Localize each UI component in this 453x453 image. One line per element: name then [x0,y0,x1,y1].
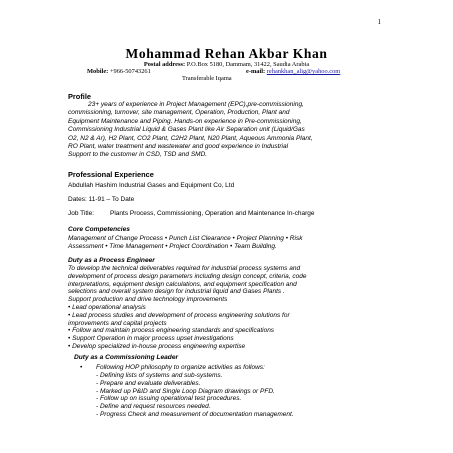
list-item: - Define and request resources needed. [96,403,211,411]
job-title-value: Plants Process, Commissioning, Operation and Maintenance In-charge [110,210,315,217]
duty-line: selections and overall system design for industrial liquid and Gases Plants . [68,288,285,296]
duty-line: • Lead operational analysis [68,303,146,311]
list-item: - Prepare and evaluate deliverables. [96,379,201,387]
page-number: 1 [377,18,381,26]
duty-line: • Support Operation in major process upset investigations [68,335,234,343]
mobile-value: +966-50743261 [109,68,151,75]
competencies-line: Management of Change Process • Punch List Clearance • Project Planning • Risk [68,235,303,242]
profile-line: commissioning, turnover, site management, Operation, Production, Plant and [68,109,290,117]
company-name: Abdullah Hashim Industrial Gases and Equipment Co, Ltd [68,182,235,189]
competencies-body [68,235,388,252]
profile-line: 23+ years of experience in Project Management (EPC),pre-commissioning, [88,101,304,108]
postal-value: P.O.Box 5180, Dammam, 31422, Saudia Arabia [186,61,310,68]
profile-line: Commissioning Industrial Liquid & Gases Plant like Air Separation unit (Liquid/Gas [68,126,305,134]
process-engineer-heading: Duty as a Process Engineer [68,257,155,264]
competencies-heading: Core Competencies [68,226,130,233]
competencies-line: Assessment • Time Management • Project Coordination • Team Building. [68,243,277,251]
list-item: - Defining lists of systems and sub-systems. [96,372,223,379]
duty-line: To develop the technical deliverables required for industrial process systems and [68,265,301,272]
duty-line: • Follow and maintain process engineering standards and specifications [68,327,275,335]
duty-line: Support production and drive technology improvements [68,296,228,304]
profile-heading: Profile [68,92,91,101]
profile-body [68,101,388,160]
profile-line: Equipment Maintenance and Piping. Hands-on experience in Pre-commissioning, [68,117,302,125]
commissioning-intro: Following HOP philosophy to organize activities as follows: [96,364,265,371]
experience-heading: Professional Experience [68,170,154,179]
duty-line: development of process design parameters including design concept, criteria, code [68,272,307,280]
commissioning-list [96,372,396,419]
commissioning-heading: Duty as a Commissioning Leader [74,354,179,361]
postal-address [0,61,453,68]
duty-line: improvements and capital projects [68,319,167,327]
duty-line: interpretations, equipment design calculations, and equipment specification and [68,280,297,288]
employment-dates: Dates: 11-91 – To Date [68,196,135,203]
transferable-iqama: Transferable Iqama [182,75,232,82]
list-item: - Follow up on issuing operational test procedures. [96,395,242,403]
profile-line: RO Plant, water treatment and wastewater and good experience in Industrial [68,143,289,151]
list-item: - Progress Check and measurement of documentation management. [96,410,294,418]
list-item: - Marked up P&ID and Single Loop Diagram drawings or PFD. [96,387,275,395]
duty-line: • Develop specialized in-house process engineering expertise [68,342,246,350]
process-engineer-body [68,265,388,351]
candidate-name: Mohammad Rehan Akbar Khan [125,46,328,61]
mobile-label: Mobile: [87,68,109,75]
job-title-label: Job Title: [68,210,95,217]
email-label: e-mail: [246,68,266,75]
profile-line: O2, N2 & Ar), H2 Plant, CO2 Plant, C2H2 Plant, N20 Plant, Aqueous Ammonia Plant, [68,134,313,142]
bullet-icon: • [80,364,83,371]
duty-line: • Lead process studies and development of process engineering solutions for [68,311,290,319]
postal-label: Postal address: [143,61,186,68]
email-line [246,68,340,75]
mobile-line [87,68,151,75]
profile-line: Support to the customer in CSD, TSD and SMD. [68,151,208,159]
email-link[interactable]: rehankhan_alig@yahoo.com [266,68,341,75]
